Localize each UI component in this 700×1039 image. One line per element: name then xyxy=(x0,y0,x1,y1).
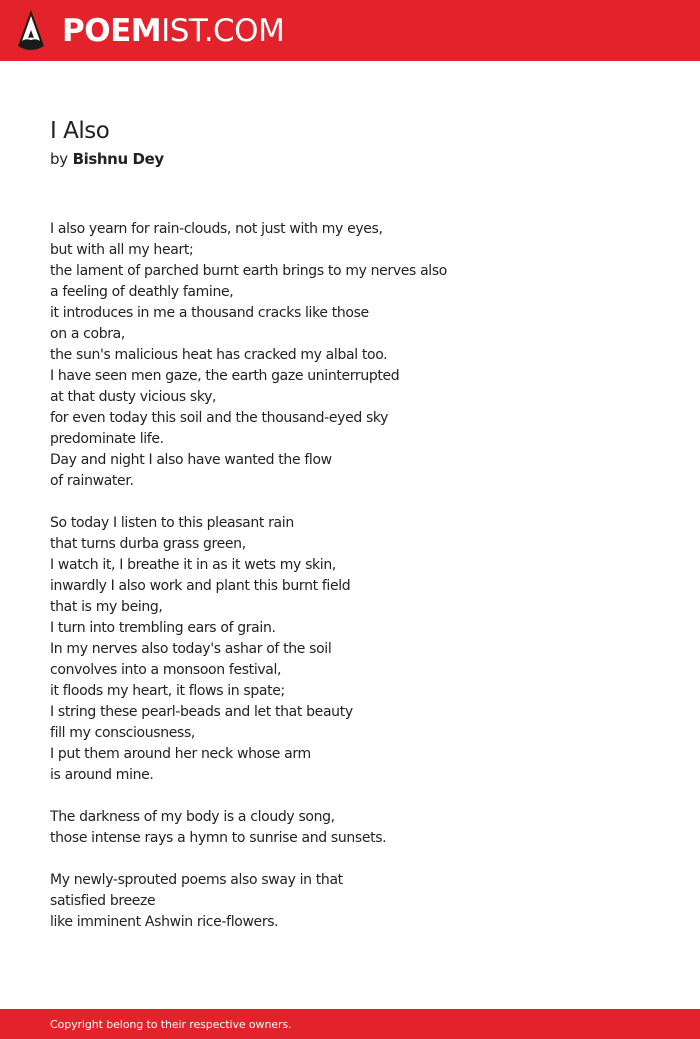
poem-line: predominate life. xyxy=(50,431,164,447)
poem-line: it introduces in me a thousand cracks like those xyxy=(50,305,369,321)
poem-line: a feeling of deathly famine, xyxy=(50,284,234,300)
poem-body xyxy=(50,219,650,954)
poem-line: at that dusty vicious sky, xyxy=(50,389,217,405)
poem-line: those intense rays a hymn to sunrise and sunsets. xyxy=(50,830,387,846)
byline-label: by xyxy=(50,150,68,168)
poem-title: I Also xyxy=(50,118,110,144)
site-footer xyxy=(0,1009,700,1039)
poem-line: In my nerves also today's ashar of the soil xyxy=(50,641,332,657)
poem-line: I string these pearl-beads and let that beauty xyxy=(50,704,353,720)
poem-line: it floods my heart, it flows in spate; xyxy=(50,683,285,699)
poem-line: the sun's malicious heat has cracked my albal too. xyxy=(50,347,388,363)
poem-line: I also yearn for rain-clouds, not just with my eyes, xyxy=(50,221,383,237)
poem-author: Bishnu Dey xyxy=(72,150,164,168)
poem-line: the lament of parched burnt earth brings to my nerves also xyxy=(50,263,448,279)
site-logo[interactable] xyxy=(62,12,284,50)
poem-byline xyxy=(50,149,164,169)
poem-line: but with all my heart; xyxy=(50,242,194,258)
poem-line: My newly-sprouted poems also sway in that xyxy=(50,872,343,888)
poem-line: fill my consciousness, xyxy=(50,725,195,741)
poem-line: The darkness of my body is a cloudy song, xyxy=(50,809,335,825)
poem-line: satisfied breeze xyxy=(50,893,156,909)
poem-line: inwardly I also work and plant this burnt field xyxy=(50,578,351,594)
logo-text-light: IST.COM xyxy=(161,13,285,49)
poem-line: So today I listen to this pleasant rain xyxy=(50,515,294,531)
poem-line: I watch it, I breathe it in as it wets my skin, xyxy=(50,557,336,573)
pencil-tip-icon[interactable] xyxy=(18,10,44,51)
poem-line: of rainwater. xyxy=(50,473,134,489)
logo-text-bold: POEM xyxy=(62,13,162,49)
poem-line: I put them around her neck whose arm xyxy=(50,746,311,762)
site-header xyxy=(0,0,700,61)
poem-stanza xyxy=(50,513,650,786)
poem-line: Day and night I also have wanted the flow xyxy=(50,452,332,468)
poem-stanza xyxy=(50,807,650,849)
poem-line: for even today this soil and the thousand-eyed sky xyxy=(50,410,389,426)
poem-line: that is my being, xyxy=(50,599,163,615)
poem-line: convolves into a monsoon festival, xyxy=(50,662,282,678)
copyright-notice: Copyright belong to their respective owners. xyxy=(50,1018,292,1031)
poem-line: is around mine. xyxy=(50,767,154,783)
poem-line: on a cobra, xyxy=(50,326,126,342)
poem-stanza xyxy=(50,870,650,933)
poem-line: like imminent Ashwin rice-flowers. xyxy=(50,914,279,930)
poem-line: I have seen men gaze, the earth gaze uninterrupted xyxy=(50,368,400,384)
poem-stanza xyxy=(50,219,650,492)
poem-line: that turns durba grass green, xyxy=(50,536,246,552)
poem-line: I turn into trembling ears of grain. xyxy=(50,620,276,636)
